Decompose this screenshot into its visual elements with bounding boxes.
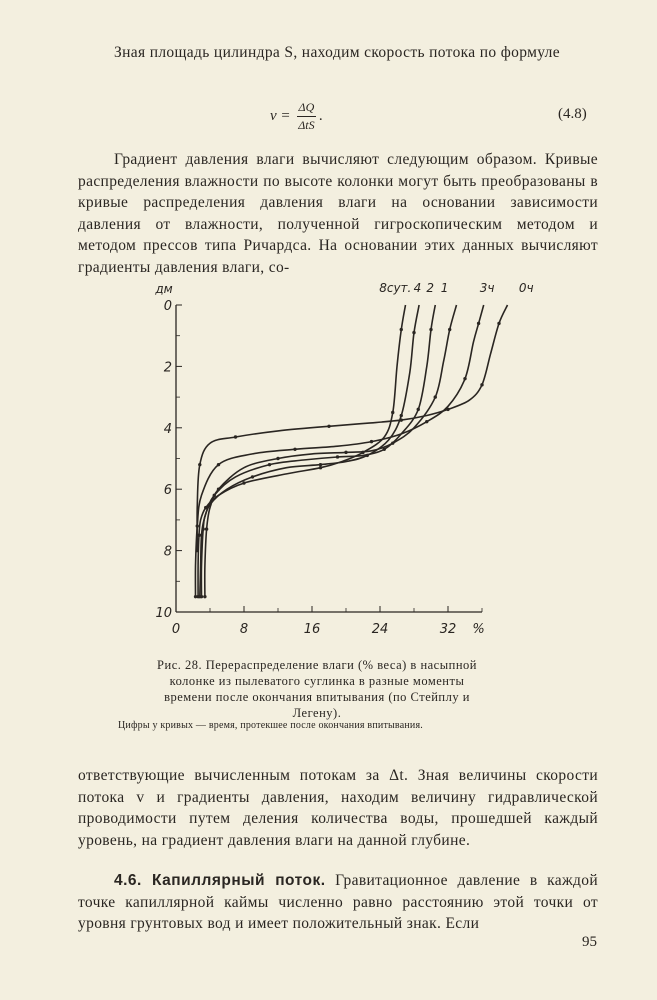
data-point (480, 383, 483, 386)
y-tick-label: 2 (163, 360, 172, 376)
data-point (400, 328, 403, 331)
chart-axes (176, 305, 482, 612)
data-point (198, 463, 201, 466)
data-point (217, 488, 220, 491)
x-axis-unit: % (472, 622, 485, 637)
x-tick-label: 16 (303, 622, 321, 637)
page-number: 95 (582, 934, 597, 950)
paragraph-capillary (78, 870, 598, 935)
x-tick-label: 8 (239, 622, 249, 637)
data-point (417, 408, 420, 411)
data-point (217, 463, 220, 466)
data-point (194, 595, 197, 598)
data-point (251, 475, 254, 478)
data-point (370, 440, 373, 443)
x-tick-label: 0 (171, 622, 181, 637)
formula-denominator: ΔtS (298, 118, 315, 132)
curve-label: 1 (440, 281, 449, 295)
section-text: Гравитационное давление в каждой точке капиллярной каймы численно равно расстоянию этой точки от уровня грунтовых вод и имеет положительный знак. Если (78, 872, 598, 932)
data-point (463, 377, 466, 380)
x-tick-label: 32 (439, 622, 457, 637)
section-heading: 4.6. Капиллярный поток. (114, 872, 326, 889)
y-tick-label: 4 (163, 421, 172, 437)
formula-fraction (297, 100, 317, 133)
series-5 (194, 305, 484, 598)
moisture-chart (150, 275, 534, 645)
series-2 (198, 305, 419, 598)
paragraph-gradient: Градиент давления влаги вычисляют следующим образом. Кривые распределения влажности по высоте колонки могут быть преобразованы в кривые распределения давления влаги на основании зависимости давления от влажности, полученной гигроскопическим методом и методом прессов типа Ричардса. На основании этих данных вычисляют градиенты давления влаги, со- (78, 151, 598, 276)
data-point (412, 331, 415, 334)
data-point (446, 408, 449, 411)
series-line (200, 305, 419, 597)
y-tick-label: 8 (163, 544, 172, 560)
x-tick-label: 24 (371, 622, 389, 637)
data-point (200, 595, 203, 598)
data-point (336, 455, 339, 458)
data-point (293, 448, 296, 451)
chart-series (194, 305, 508, 598)
figure-note: Цифры у кривых — время, протекшее после окончания впитывания. (118, 720, 423, 731)
data-point (319, 463, 322, 466)
paragraph-intro: Зная площадь цилиндра S, находим скорость потока по формуле (114, 44, 560, 61)
data-point (196, 549, 199, 552)
data-point (268, 463, 271, 466)
equation-number: (4.8) (558, 106, 587, 122)
data-point (242, 481, 245, 484)
formula-lhs: v = (270, 108, 291, 124)
series-line (205, 305, 457, 597)
data-point (319, 466, 322, 469)
data-point (391, 411, 394, 414)
series-6 (196, 305, 508, 552)
formula-period: . (319, 108, 323, 124)
data-point (429, 328, 432, 331)
data-point (425, 420, 428, 423)
series-line (197, 305, 507, 551)
series-line (195, 305, 483, 597)
paragraph-conductivity: ответствующие вычисленным потокам за Δt. Зная величины скорости потока v и градиенты давления, находим величину гидравлической проводимости путем деления количества воды, прошедшей каждый уровень, на градиент давления влаги на данной глубине. (78, 767, 598, 849)
data-point (400, 414, 403, 417)
data-point (391, 441, 394, 444)
data-point (327, 425, 330, 428)
curve-label: 4 (413, 281, 422, 295)
curve-label: 8сут. (379, 281, 412, 295)
curve-label: 3ч (479, 281, 495, 295)
y-tick-label: 0 (163, 299, 172, 314)
chart-ticks (154, 282, 484, 637)
formula-numerator: ΔQ (297, 100, 317, 117)
data-point (205, 527, 208, 530)
data-point (234, 435, 237, 438)
figure-caption: Рис. 28. Перераспределение влаги (% веса) в насыпной колонке из пылеватого суглинка в разные моменты времени после окончания впитывания (по Стейплу и Легену). (157, 658, 477, 720)
data-point (477, 322, 480, 325)
y-tick-label: 6 (163, 483, 172, 499)
y-tick-label: 10 (155, 606, 172, 621)
data-point (448, 328, 451, 331)
series-line (201, 305, 435, 597)
data-point (202, 527, 205, 530)
series-3 (200, 305, 435, 598)
curve-label: 2 (426, 281, 434, 295)
data-point (203, 595, 206, 598)
data-point (497, 322, 500, 325)
data-point (344, 451, 347, 454)
data-point (434, 395, 437, 398)
chart-labels (379, 281, 533, 295)
data-point (276, 457, 279, 460)
series-4 (203, 305, 456, 598)
formula-4-8 (270, 100, 323, 133)
y-axis-unit: дм (155, 282, 173, 296)
data-point (400, 418, 403, 421)
curve-label: 0ч (518, 281, 534, 295)
